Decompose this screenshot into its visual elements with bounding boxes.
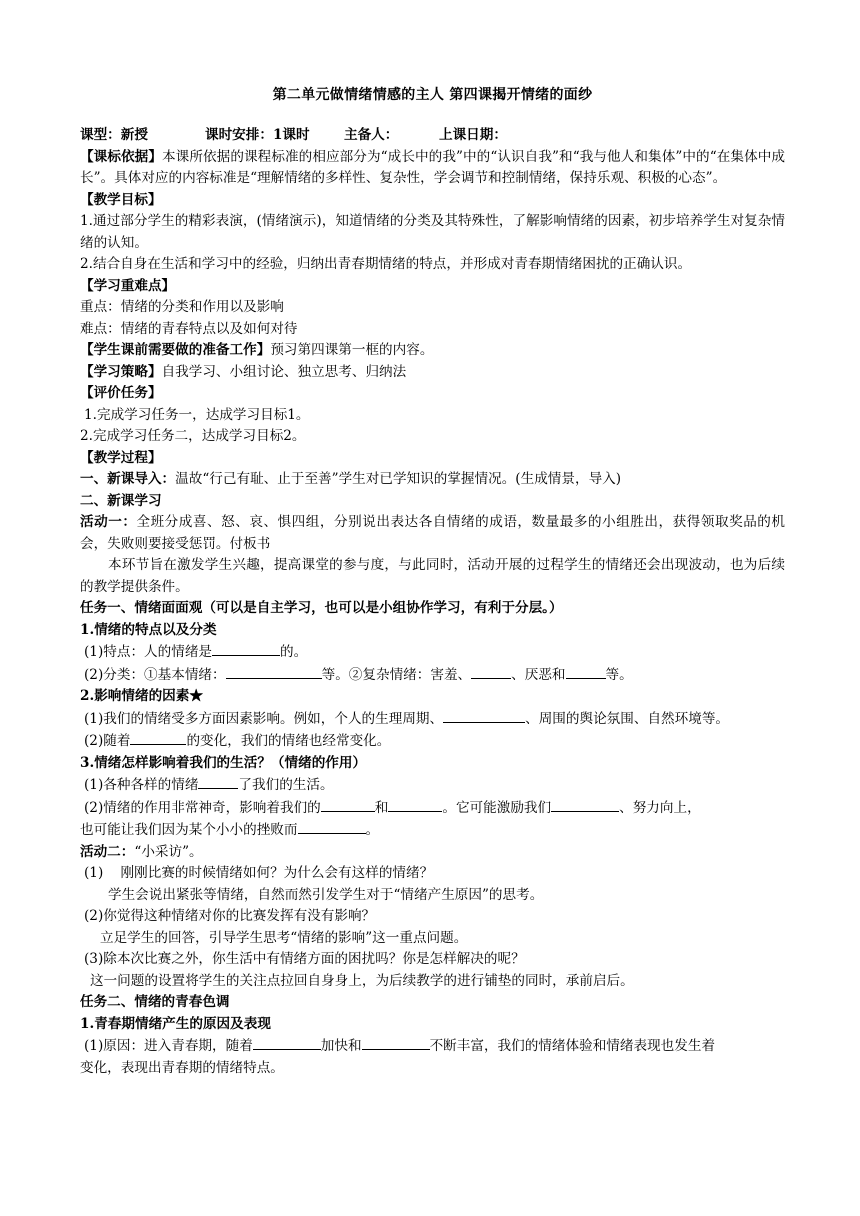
lesson-hours: 课时安排：1课时 <box>205 127 310 143</box>
evaluation-label: 【评价任务】 <box>80 385 162 401</box>
section-3-point-2-cont <box>80 819 785 842</box>
lesson-date: 上课日期： <box>439 127 507 143</box>
goal-2: 2.结合自身在生活和学习中的经验，归纳出青春期情绪的特点，并形成对青春期情绪困扰的正确认识。 <box>80 256 692 272</box>
evaluation-1: 1.完成学习任务一，达成学习目标1。 <box>84 406 310 423</box>
fill-blank <box>253 1035 321 1050</box>
section-1-title: 1.情绪的特点以及分类 <box>80 621 217 638</box>
fill-blank <box>362 1035 430 1050</box>
fill-blank <box>443 708 525 723</box>
new-lesson-label: 二、新课学习 <box>80 492 162 509</box>
section-1-point-2 <box>80 664 785 687</box>
text-segment: (2)分类：①基本情绪： <box>84 666 226 683</box>
text-segment: (1)各种各样的情绪 <box>84 777 199 793</box>
strategy-text: 自我学习、小组讨论、独立思考、归纳法 <box>161 363 407 380</box>
fill-blank <box>226 664 322 679</box>
section-3-point-2 <box>80 797 785 820</box>
task-2-section-1-point-1-cont: 变化，表现出青春期的情绪特点。 <box>80 1059 284 1076</box>
activity-1-text: 全班分成喜、怒、哀、惧四组，分别说出表达各自情绪的成语，数量最多的小组胜出，获得领取奖品的机会，失败则要接受惩罚。付板书 <box>80 514 786 552</box>
section-3-point-1 <box>80 774 785 797</box>
text-segment: 了我们的生活。 <box>238 777 334 793</box>
prep-section <box>80 340 785 362</box>
interview-note-3: 这一问题的设置将学生的关注点拉回自身身上，为后续教学的进行铺垫的同时，承前启后。 <box>90 972 634 989</box>
fill-blank <box>198 774 238 789</box>
goals-label: 【教学目标】 <box>80 191 162 208</box>
section-2-point-1 <box>80 708 785 731</box>
text-segment: 也可能让我们因为某个小小的挫败而 <box>80 822 298 838</box>
goal-1: 1.通过部分学生的精彩表演，(情绪演示)，知道情绪的分类及其特殊性，了解影响情绪的因素，初步培养学生对复杂情绪的认知。 <box>80 213 785 251</box>
fill-blank <box>321 797 375 812</box>
section-2-title: 2.影响情绪的因素★ <box>80 688 203 704</box>
task-1-title: 任务一、情绪面面观（可以是自主学习，也可以是小组协作学习，有利于分层。） <box>80 600 563 616</box>
page-title: 第二单元做情绪情感的主人 第四课揭开情绪的面纱 <box>272 87 593 103</box>
text-segment: (2)随着 <box>84 733 131 749</box>
text-segment: 加快和 <box>320 1038 362 1054</box>
section-2-point-2 <box>80 730 785 753</box>
text-segment: (1)特点：人的情绪是 <box>84 644 213 660</box>
section-1-point-1 <box>80 641 785 664</box>
text-segment: (1)我们的情绪受多方面因素影响。例如，个人的生理周期、 <box>84 710 444 727</box>
keypoint-key: 重点：情绪的分类和作用以及影响 <box>80 299 284 315</box>
intro-label: 一、新课导入： <box>80 471 176 487</box>
fill-blank <box>388 797 442 812</box>
text-segment: 和 <box>374 799 389 816</box>
standard-label: 【课标依据】 <box>80 148 162 165</box>
fill-blank <box>298 819 366 834</box>
task-2-section-1-title: 1.青春期情绪产生的原因及表现 <box>80 1015 271 1032</box>
interview-note-2: 立足学生的回答，引导学生思考“情绪的影响”这一重点问题。 <box>100 929 468 946</box>
text-segment: 等。②复杂情绪：害羞、 <box>321 666 472 683</box>
text-segment: 、周围的舆论氛围、自然环境等。 <box>525 710 730 727</box>
process-label: 【教学过程】 <box>80 449 162 466</box>
interview-question-1: (1) 刚刚比赛的时候情绪如何？为什么会有这样的情绪？ <box>84 865 434 881</box>
task-2-section-1-point-1 <box>80 1035 785 1058</box>
text-segment: 不断丰富，我们的情绪体验和情绪表现也发生着 <box>429 1038 716 1054</box>
fill-blank <box>551 797 619 812</box>
activity-1 <box>80 512 785 555</box>
strategy-section <box>80 362 785 384</box>
text-segment: 。它可能激励我们 <box>442 799 552 816</box>
lesson-type: 课型：新授 <box>80 127 148 143</box>
activity-2 <box>80 842 785 864</box>
fill-blank <box>471 664 511 679</box>
keypoints-label: 【学习重难点】 <box>80 277 176 294</box>
interview-question-2: (2)你觉得这种情绪对你的比赛发挥有没有影响？ <box>84 908 376 924</box>
strategy-label: 【学习策略】 <box>80 363 162 380</box>
task-2-title: 任务二、情绪的青春色调 <box>80 994 230 1010</box>
text-segment: 的。 <box>280 644 308 660</box>
text-segment: 、努力向上， <box>619 799 701 816</box>
text-segment: 等。 <box>605 666 633 683</box>
section-3-title: 3.情绪怎样影响着我们的生活？（情绪的作用） <box>80 754 367 771</box>
text-segment: (1)原因：进入青春期，随着 <box>84 1038 253 1054</box>
document-page <box>80 80 785 1079</box>
activity-1-note: 本环节旨在激发学生兴趣，提高课堂的参与度，与此同时，活动开展的过程学生的情绪还会出现波动，也为后续的教学提供条件。 <box>80 557 785 595</box>
prep-label: 【学生课前需要做的准备工作】 <box>80 342 271 358</box>
standard-section <box>80 147 785 190</box>
text-segment: 的变化，我们的情绪也经常变化。 <box>186 733 391 749</box>
text-segment: (2)情绪的作用非常神奇，影响着我们的 <box>84 799 321 816</box>
intro-text: 温故“行己有耻、止于至善”学生对已学知识的掌握情况。(生成情景，导入) <box>175 471 622 487</box>
activity-2-text: “小采访”。 <box>134 843 203 860</box>
standard-text: 本课所依据的课程标准的相应部分为“成长中的我”中的“认识自我”和“我与他人和集体”中的“在集体中成长”。具体对应的内容标准是“理解情绪的多样性、复杂性，学会调节和控制情绪，保持乐观、积极的心态”。 <box>80 148 785 186</box>
intro-section <box>80 469 785 491</box>
lesson-preparer: 主备人： <box>344 127 399 143</box>
fill-blank <box>212 641 280 656</box>
keypoint-hard: 难点：情绪的青春特点以及如何对待 <box>80 320 298 337</box>
activity-1-label: 活动一： <box>80 514 137 530</box>
text-segment: 、厌恶和 <box>511 666 566 683</box>
activity-2-label: 活动二： <box>80 843 135 860</box>
evaluation-2: 2.完成学习任务二，达成学习目标2。 <box>80 428 306 444</box>
fill-blank <box>566 664 606 679</box>
lesson-meta <box>80 125 785 147</box>
prep-text: 预习第四课第一框的内容。 <box>270 342 434 358</box>
fill-blank <box>130 730 186 745</box>
interview-question-3: (3)除本次比赛之外，你生活中有情绪方面的困扰吗？你是怎样解决的呢？ <box>84 951 525 967</box>
interview-note-1: 学生会说出紧张等情绪，自然而然引发学生对于“情绪产生原因”的思考。 <box>108 886 544 903</box>
text-segment: 。 <box>365 822 380 838</box>
